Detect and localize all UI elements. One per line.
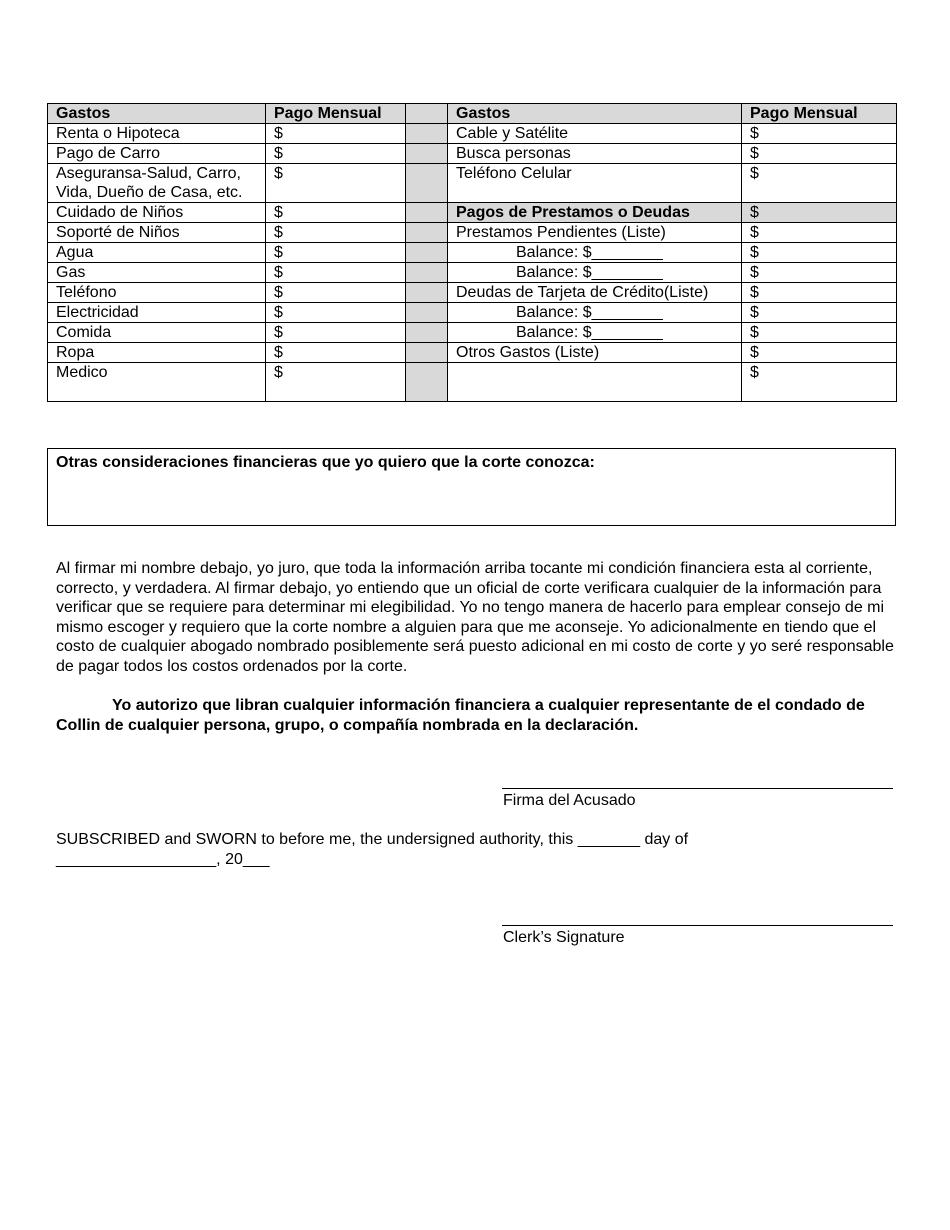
sworn-statement	[56, 830, 688, 869]
spacer-cell	[406, 263, 448, 283]
expense-label: Deudas de Tarjeta de Crédito(Liste)	[448, 283, 742, 303]
defendant-signature-label: Firma del Acusado	[503, 792, 636, 809]
expense-label: Teléfono	[48, 283, 266, 303]
spacer-cell	[406, 303, 448, 323]
expense-amount-field[interactable]: $	[742, 303, 897, 323]
expense-amount-field[interactable]: $	[266, 323, 406, 343]
section-heading-loans: Pagos de Prestamos o Deudas	[448, 203, 742, 223]
expenses-table	[47, 103, 897, 402]
expense-amount-field[interactable]: $	[742, 144, 897, 164]
clerk-signature-label: Clerk’s Signature	[503, 929, 625, 946]
expense-amount-field[interactable]: $	[266, 363, 406, 402]
header-pago-left: Pago Mensual	[266, 104, 406, 124]
expense-amount-field[interactable]: $	[266, 263, 406, 283]
defendant-signature-line[interactable]	[502, 788, 893, 789]
financial-considerations-title: Otras consideraciones financieras que yo quiero que la corte conozca:	[56, 454, 595, 471]
header-gastos-left: Gastos	[48, 104, 266, 124]
spacer-cell	[406, 223, 448, 243]
expense-amount-field[interactable]: $	[266, 164, 406, 203]
expense-label: Medico	[48, 363, 266, 402]
table-row	[48, 144, 897, 164]
expense-label: Renta o Hipoteca	[48, 124, 266, 144]
table-row	[48, 263, 897, 283]
spacer-cell	[406, 164, 448, 203]
expense-amount-field[interactable]: $	[742, 223, 897, 243]
expense-amount-field[interactable]: $	[266, 203, 406, 223]
spacer-cell	[406, 124, 448, 144]
expense-amount-field[interactable]: $	[742, 164, 897, 203]
expense-label: Ropa	[48, 343, 266, 363]
expense-amount-field[interactable]: $	[266, 124, 406, 144]
table-row	[48, 343, 897, 363]
expense-label: Pago de Carro	[48, 144, 266, 164]
balance-field[interactable]: Balance: $________	[448, 263, 742, 283]
table-row	[48, 303, 897, 323]
expense-amount-field[interactable]: $	[742, 363, 897, 402]
expense-label: Gas	[48, 263, 266, 283]
balance-field[interactable]: Balance: $________	[448, 303, 742, 323]
expense-amount-field[interactable]: $	[742, 263, 897, 283]
spacer-cell	[406, 363, 448, 402]
expense-label: Electricidad	[48, 303, 266, 323]
financial-considerations-box[interactable]	[47, 448, 896, 526]
table-header-row	[48, 104, 897, 124]
expense-amount-field[interactable]: $	[742, 243, 897, 263]
header-pago-right: Pago Mensual	[742, 104, 897, 124]
expense-label: Teléfono Celular	[448, 164, 742, 203]
table-row	[48, 223, 897, 243]
other-expense-field[interactable]	[448, 363, 742, 402]
expense-amount-field[interactable]: $	[266, 243, 406, 263]
table-row	[48, 124, 897, 144]
expense-label: Agua	[48, 243, 266, 263]
spacer-cell	[406, 283, 448, 303]
spacer-cell	[406, 343, 448, 363]
expense-amount-field[interactable]: $	[266, 343, 406, 363]
expense-amount-field[interactable]: $	[742, 203, 897, 223]
expense-label: Aseguransa-Salud, Carro, Vida, Dueño de Casa, etc.	[48, 164, 266, 203]
spacer-cell	[406, 144, 448, 164]
table-row	[48, 203, 897, 223]
header-gastos-right: Gastos	[448, 104, 742, 124]
table-row	[48, 164, 897, 203]
table-row	[48, 243, 897, 263]
sworn-line-1: SUBSCRIBED and SWORN to before me, the undersigned authority, this _______ day of	[56, 831, 689, 848]
expense-label: Prestamos Pendientes (Liste)	[448, 223, 742, 243]
expense-amount-field[interactable]: $	[742, 283, 897, 303]
oath-paragraph: Al firmar mi nombre debajo, yo juro, que toda la información arriba tocante mi condición financiera esta al corriente, correcto, y verdadera. Al firmar debajo, yo entiendo que un oficial de corte verificara cualquier de la información para verificar que se requiere para determinar mi elegibilidad. Yo no tengo manera de hacerlo para emplear consejo de mi mismo escoger y requiero que la corte nombre a alguien para que me aconseje. Yo adicionalmente en tiendo que el costo de cualquier abogado nombrado posiblemente será puesto adicional en mi costo de corte y yo seré responsable de pagar todos los costos ordenados por la corte.	[56, 560, 894, 675]
expense-amount-field[interactable]: $	[266, 303, 406, 323]
expense-amount-field[interactable]: $	[266, 144, 406, 164]
authorization-paragraph: Yo autorizo que libran cualquier información financiera a cualquier representante de el condado de Collin de cualquier persona, grupo, o compañía nombrada en la declaración.	[56, 697, 865, 734]
sworn-line-2: __________________, 20___	[56, 850, 270, 868]
spacer-cell	[406, 203, 448, 223]
clerk-signature-line[interactable]	[502, 925, 893, 926]
expense-label: Busca personas	[448, 144, 742, 164]
expense-amount-field[interactable]: $	[742, 124, 897, 144]
spacer-cell	[406, 104, 448, 124]
balance-field[interactable]: Balance: $________	[448, 323, 742, 343]
expense-label: Soporté de Niños	[48, 223, 266, 243]
expense-label: Comida	[48, 323, 266, 343]
expense-amount-field[interactable]: $	[266, 223, 406, 243]
expense-label: Otros Gastos (Liste)	[448, 343, 742, 363]
balance-field[interactable]: Balance: $________	[448, 243, 742, 263]
expense-label: Cable y Satélite	[448, 124, 742, 144]
expense-amount-field[interactable]: $	[742, 343, 897, 363]
table-row	[48, 363, 897, 402]
spacer-cell	[406, 243, 448, 263]
spacer-cell	[406, 323, 448, 343]
table-row	[48, 323, 897, 343]
expense-amount-field[interactable]: $	[266, 283, 406, 303]
expense-amount-field[interactable]: $	[742, 323, 897, 343]
table-row	[48, 283, 897, 303]
expense-label: Cuidado de Niños	[48, 203, 266, 223]
